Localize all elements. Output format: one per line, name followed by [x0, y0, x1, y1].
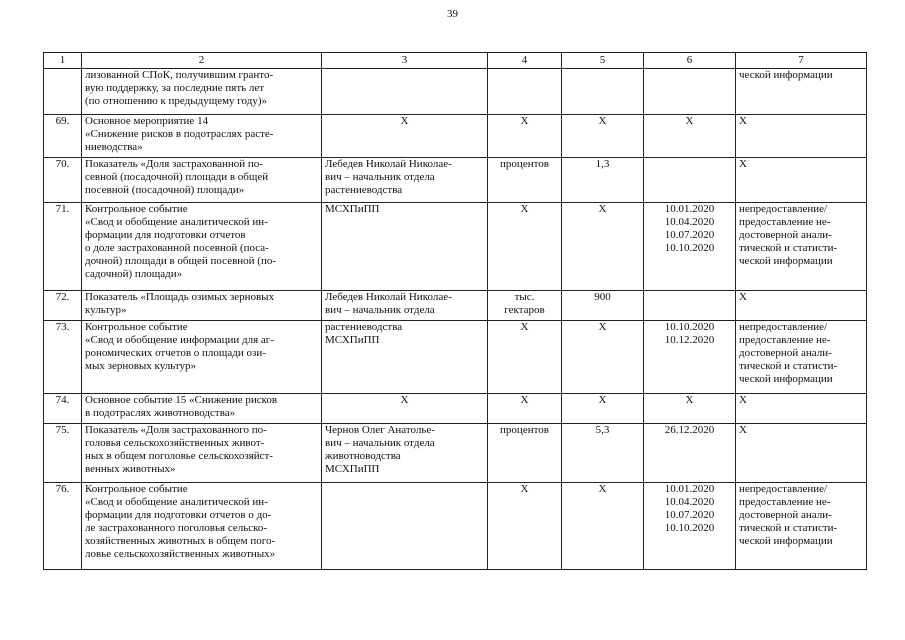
row-note: X	[736, 158, 867, 203]
row-unit	[488, 69, 562, 115]
table-row	[44, 115, 867, 158]
header-cell: 4	[488, 53, 562, 69]
table-row	[44, 321, 867, 394]
row-value	[562, 69, 644, 115]
header-cell: 2	[82, 53, 322, 69]
row-unit: X	[488, 321, 562, 394]
row-number	[44, 69, 82, 115]
row-value: X	[562, 321, 644, 394]
row-description: лизованной СПоК, получившим гранто- вую поддержку, за последние пять лет (по отношению к предыдущему году)»	[82, 69, 322, 115]
row-value: X	[562, 483, 644, 570]
row-responsible: X	[322, 394, 488, 424]
table-row	[44, 158, 867, 203]
row-value: 5,3	[562, 424, 644, 483]
row-value: 1,3	[562, 158, 644, 203]
row-responsible: Лебедев Николай Николае- вич – начальник отдела	[322, 291, 488, 321]
header-row	[44, 53, 867, 69]
row-number: 74.	[44, 394, 82, 424]
row-description: Основное мероприятие 14 «Снижение рисков в подотраслях расте- ниеводства»	[82, 115, 322, 158]
header-cell: 5	[562, 53, 644, 69]
row-dates: 10.01.2020 10.04.2020 10.07.2020 10.10.2020	[644, 203, 736, 291]
row-dates: 26.12.2020	[644, 424, 736, 483]
row-dates: X	[644, 394, 736, 424]
row-note: X	[736, 394, 867, 424]
row-note: X	[736, 424, 867, 483]
row-value: X	[562, 115, 644, 158]
row-unit: X	[488, 394, 562, 424]
row-responsible: X	[322, 115, 488, 158]
table-row	[44, 203, 867, 291]
row-unit: тыс. гектаров	[488, 291, 562, 321]
row-number: 69.	[44, 115, 82, 158]
row-note: X	[736, 291, 867, 321]
row-description: Контрольное событие «Свод и обобщение аналитической ин- формации для подготовки отчетов о до- ле застрахованного поголовья сельско- хозяйственных животных в общем пого- ловье сельскохозяйственных животных»	[82, 483, 322, 570]
header-cell: 6	[644, 53, 736, 69]
row-value: X	[562, 394, 644, 424]
row-unit: процентов	[488, 424, 562, 483]
row-number: 70.	[44, 158, 82, 203]
row-dates	[644, 291, 736, 321]
row-description: Контрольное событие «Свод и обобщение информации для аг- рономических отчетов о площади ози- мых зерновых культур»	[82, 321, 322, 394]
table-row	[44, 69, 867, 115]
row-dates	[644, 158, 736, 203]
plan-table	[43, 52, 867, 570]
row-description: Контрольное событие «Свод и обобщение аналитической ин- формации для подготовки отчетов о доле застрахованной посевной (поса- дочной) площади в общей посевной (по- садочной) площади»	[82, 203, 322, 291]
table-row	[44, 483, 867, 570]
row-number: 75.	[44, 424, 82, 483]
row-number: 72.	[44, 291, 82, 321]
row-responsible	[322, 69, 488, 115]
row-dates: 10.10.2020 10.12.2020	[644, 321, 736, 394]
row-value: 900	[562, 291, 644, 321]
row-note: непредоставление/ предоставление не- достоверной анали- тической и статисти- ческой информации	[736, 483, 867, 570]
row-description: Основное событие 15 «Снижение рисков в подотраслях животноводства»	[82, 394, 322, 424]
row-unit: X	[488, 115, 562, 158]
table-row	[44, 394, 867, 424]
row-number: 71.	[44, 203, 82, 291]
row-number: 76.	[44, 483, 82, 570]
table-row	[44, 424, 867, 483]
row-responsible: Чернов Олег Анатолье- вич – начальник отдела животноводства МСХПиПП	[322, 424, 488, 483]
page-number: 39	[447, 8, 458, 20]
row-dates: X	[644, 115, 736, 158]
header-cell: 1	[44, 53, 82, 69]
row-responsible	[322, 483, 488, 570]
row-value: X	[562, 203, 644, 291]
row-responsible: Лебедев Николай Николае- вич – начальник отдела растениеводства	[322, 158, 488, 203]
row-number: 73.	[44, 321, 82, 394]
table-row	[44, 291, 867, 321]
header-cell: 7	[736, 53, 867, 69]
row-description: Показатель «Площадь озимых зерновых культур»	[82, 291, 322, 321]
row-description: Показатель «Доля застрахованной по- севной (посадочной) площади в общей посевной (посадочной) площади»	[82, 158, 322, 203]
row-note: X	[736, 115, 867, 158]
row-responsible: МСХПиПП	[322, 203, 488, 291]
row-responsible: растениеводства МСХПиПП	[322, 321, 488, 394]
row-unit: процентов	[488, 158, 562, 203]
row-note: непредоставление/ предоставление не- достоверной анали- тической и статисти- ческой информации	[736, 203, 867, 291]
row-dates: 10.01.2020 10.04.2020 10.07.2020 10.10.2020	[644, 483, 736, 570]
row-note: непредоставление/ предоставление не- достоверной анали- тической и статисти- ческой информации	[736, 321, 867, 394]
row-unit: X	[488, 203, 562, 291]
row-note: ческой информации	[736, 69, 867, 115]
row-dates	[644, 69, 736, 115]
header-cell: 3	[322, 53, 488, 69]
row-unit: X	[488, 483, 562, 570]
row-description: Показатель «Доля застрахованного по- головья сельскохозяйственных живот- ных в общем поголовье сельскохозяйст- венных животных»	[82, 424, 322, 483]
